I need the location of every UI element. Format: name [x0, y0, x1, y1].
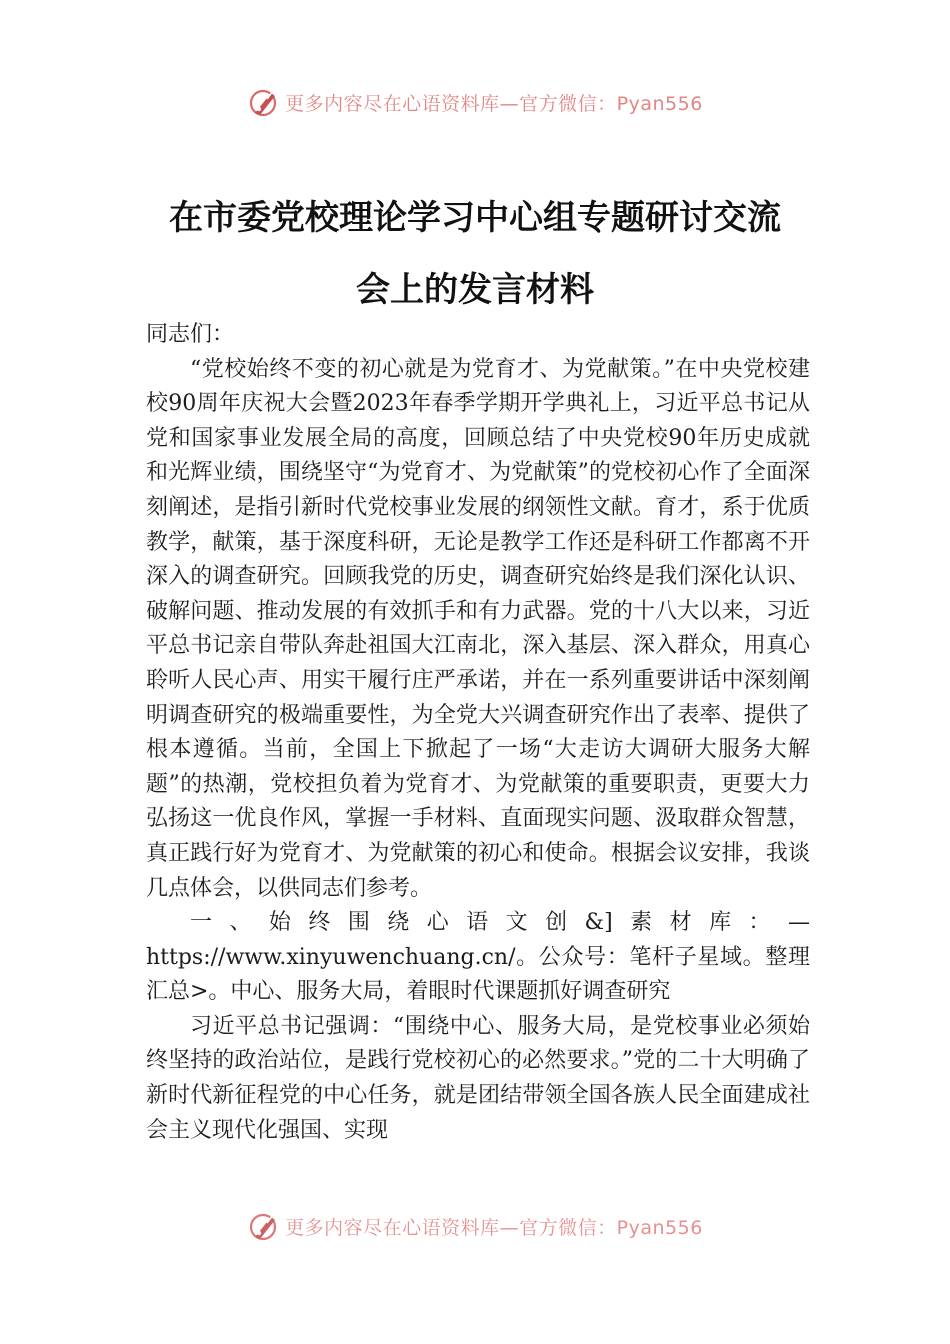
- paragraph-1: “党校始终不变的初心就是为党育才、为党献策。”在中央党校建校90周年庆祝大会暨2023年春季学期开学典礼上，习近平总书记从党和国家事业发展全局的高度，回顾总结了中央党校90年历史成就和光辉业绩，围绕坚守“为党育才、为党献策”的党校初心作了全面深刻阐述，是指引新时代党校事业发展的纲领性文献。育才，系于优质教学，献策，基于深度科研，无论是教学工作还是科研工作都离不开深入的调查研究。回顾我党的历史，调查研究始终是我们深化认识、破解问题、推动发展的有效抓手和有力武器。党的十八大以来，习近平总书记亲自带队奔赴祖国大江南北，深入基层、深入群众，用真心聆听人民心声、用实干履行庄严承诺，并在一系列重要讲话中深刻阐明调查研究的极端重要性，为全党大兴调查研究作出了表率、提供了根本遵循。当前，全国上下掀起了一场“大走访大调研大服务大解题”的热潮，党校担负着为党育才、为党献策的重要职责，更要大力弘扬这一优良作风，掌握一手材料、直面现实问题、汲取群众智慧，真正践行好为党育才、为党献策的初心和使命。根据会议安排，我谈几点体会，以供同志们参考。: [146, 356, 810, 901]
- title-line-1: 在市委党校理论学习中心组专题研讨交流: [169, 198, 781, 238]
- document-body: [146, 318, 810, 1148]
- watermark-footer: [0, 1206, 950, 1246]
- section-heading-1: 一、始终围绕心语文创&]素材库：—https://www.xinyuwenchuang.cn/。公众号：笔杆子星域。整理汇总>。中心、服务大局，着眼时代课题抓好调查研究: [146, 910, 810, 1005]
- watermark-text: 更多内容尽在心语资料库—官方微信：Pyan556: [285, 1216, 703, 1239]
- pen-nib-circle-icon: [247, 85, 281, 119]
- pen-nib-circle-icon: [247, 1209, 281, 1243]
- watermark-text: 更多内容尽在心语资料库—官方微信：Pyan556: [285, 92, 703, 115]
- title-line-2: 会上的发言材料: [356, 270, 594, 310]
- document-title: [0, 182, 950, 326]
- watermark-header: [0, 82, 950, 122]
- paragraph-2: 习近平总书记强调：“围绕中心、服务大局，是党校事业必须始终坚持的政治站位，是践行党校初心的必然要求。”党的二十大明确了新时代新征程党的中心任务，就是团结带领全国各族人民全面建成社会主义现代化强国、实现: [146, 1013, 810, 1143]
- salutation: 同志们：: [146, 322, 235, 347]
